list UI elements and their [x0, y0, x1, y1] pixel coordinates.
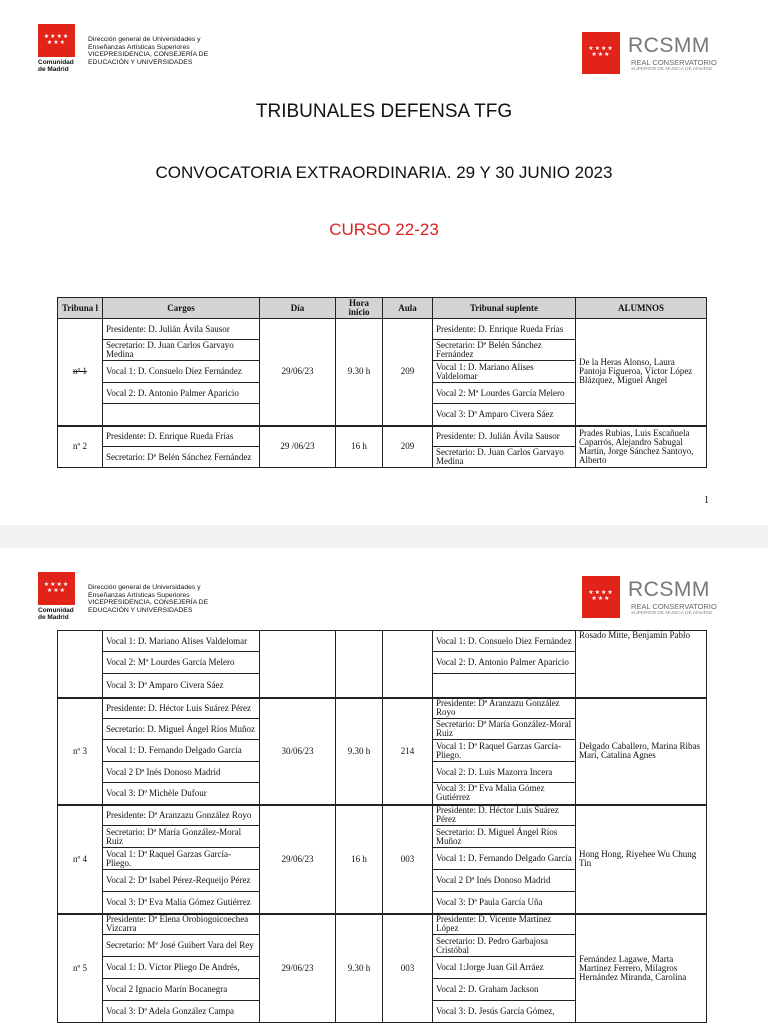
cargo-cell: Vocal 1: Dª Raquel Garzas García-Pliego. — [103, 848, 260, 870]
tribunal-number: nº 4 — [58, 805, 103, 914]
rcsmm-subtitle: REAL CONSERVATORIO — [631, 602, 717, 611]
header-cargos: Cargos — [103, 298, 260, 319]
cargo-cell: Vocal 1: D. Mariano Alises Valdelomar — [103, 631, 260, 652]
cargo-cell: Secretario: Mª José Guibert Vara del Rey — [103, 935, 260, 957]
tribunal-number: nº 1 — [58, 319, 103, 426]
cargo-cell: Vocal 2: Mª Lourdes García Melero — [103, 652, 260, 674]
comunidad-madrid-logo — [38, 572, 218, 628]
table-row — [58, 426, 707, 447]
cargo-cell: Presidente: D. Enrique Rueda Frías — [103, 426, 260, 447]
comunidad-madrid-name: Comunidad de Madrid — [38, 59, 74, 73]
hora-cell-empty — [336, 631, 383, 698]
table-header-row — [58, 298, 707, 319]
table-row — [58, 319, 707, 340]
rcsmm-subtitle-small: SUPERIOR DE MÚSICA DE MADRID — [631, 67, 713, 72]
cargo-cell: Vocal 2: D. Antonio Palmer Aparicio — [103, 383, 260, 404]
suplente-cell: Secretario: Dª María González-Moral Ruiz — [433, 719, 576, 740]
alumnos-cell: Delgado Caballero, Marina Ribas Marí, Catalina Agnes — [576, 698, 707, 805]
hora-cell: 9.30 h — [336, 698, 383, 805]
rcsmm-logo — [582, 32, 717, 74]
tribunal-number: nº 2 — [58, 426, 103, 468]
hora-cell: 9.30 h — [336, 914, 383, 1023]
header-alumnos: ALUMNOS — [576, 298, 707, 319]
cargo-cell: Presidente: D. Héctor Luis Suárez Pérez — [103, 698, 260, 719]
aula-cell: 209 — [383, 426, 433, 468]
suplente-cell: Vocal 3: Dª Eva Malia Gómez Gutiérrez — [433, 783, 576, 805]
suplente-cell: Vocal 2: D. Luis Mazorra Incera — [433, 762, 576, 783]
header-suplente: Tribunal suplente — [433, 298, 576, 319]
cargo-cell: Vocal 2 Dª Inés Donoso Madrid — [103, 762, 260, 783]
alumnos-cell: Fernández Lagawe, Marta Martínez Ferrero, Milagros Hernández Miranda, Carolina — [576, 914, 707, 1023]
table-row — [58, 698, 707, 719]
rcsmm-subtitle: REAL CONSERVATORIO — [631, 58, 717, 67]
tribunales-table-continued — [57, 630, 707, 1023]
suplente-cell: Presidente: D. Héctor Luis Suárez Pérez — [433, 805, 576, 826]
madrid-flag-icon: ★★★★ ★★★ — [38, 572, 75, 605]
suplente-cell: Presidente: D. Julián Ávila Sausor — [433, 426, 576, 447]
suplente-cell: Vocal 3: Dª Amparo Civera Sáez — [433, 404, 576, 426]
tribunal-number-empty — [58, 631, 103, 698]
rcsmm-name: RCSMM — [628, 34, 710, 57]
suplente-cell: Presidente: Dª Aranzazu González Royo — [433, 698, 576, 719]
header-dia: Día — [260, 298, 336, 319]
cargo-cell: Secretario: Dª María González-Moral Ruiz — [103, 826, 260, 848]
suplente-cell: Vocal 1: D. Fernando Delgado García — [433, 848, 576, 870]
page-gap — [0, 525, 768, 548]
cargo-cell: Vocal 1: D. Fernando Delgado García — [103, 740, 260, 762]
cargo-cell: Secretario: D. Juan Carlos Garvayo Medina — [103, 340, 260, 361]
alumnos-cell: Hong Hong, Riyehee Wu Chung Tin — [576, 805, 707, 914]
table-row — [58, 914, 707, 935]
cargo-cell: Secretario: D. Miguel Ángel Ríos Muñoz — [103, 719, 260, 740]
suplente-cell: Vocal 2: D. Graham Jackson — [433, 979, 576, 1001]
alumnos-cell: Rosado Mitte, Benjamín Pablo — [576, 631, 707, 698]
page-title: TRIBUNALES DEFENSA TFG — [255, 101, 513, 122]
cargo-cell: Vocal 3: Dª Michèle Dufour — [103, 783, 260, 805]
page-number: 1 — [704, 495, 709, 506]
table-row — [58, 631, 707, 652]
cargo-cell: Vocal 1: D. Víctor Pliego De Andrés, — [103, 957, 260, 979]
cargo-cell: Presidente: Dª Elena Orobiogoicoechea Vizcarra — [103, 914, 260, 935]
cargo-cell: Presidente: Dª Aranzazu González Royo — [103, 805, 260, 826]
alumnos-cell: Prades Rubias, Luis Escañuela Caparrós, Alejandro Sabugal Martín, Jorge Sánchez Santoyo, Alberto — [576, 426, 707, 468]
hora-cell: 16 h — [336, 426, 383, 468]
direccion-general-text: Dirección general de Universidades y Enseñanzas Artísticas Superiores VICEPRESIDENCIA, CONSEJERÍA DE EDUCACIÓN Y UNIVERSIDADES — [88, 36, 209, 66]
alumnos-cell: De la Heras Alonso, Laura Pantoja Figueroa, Víctor López Blázquez, Miguel Ángel — [576, 319, 707, 426]
suplente-cell: Secretario: D. Pedro Garbajosa Cristóbal — [433, 935, 576, 957]
madrid-flag-icon: ★★★★ ★★★ — [38, 24, 75, 57]
suplente-cell — [433, 674, 576, 698]
cargo-cell: Presidente: D. Julián Ávila Sausor — [103, 319, 260, 340]
comunidad-madrid-logo — [38, 24, 218, 80]
suplente-cell: Vocal 3: Dª Paula García Uña — [433, 892, 576, 914]
tribunal-number: nº 3 — [58, 698, 103, 805]
aula-cell: 214 — [383, 698, 433, 805]
dia-cell-empty — [260, 631, 336, 698]
suplente-cell: Secretario: D. Juan Carlos Garvayo Medina — [433, 447, 576, 468]
comunidad-madrid-name: Comunidad de Madrid — [38, 607, 74, 621]
madrid-flag-icon: ★★★★ ★★★ — [582, 576, 620, 618]
dia-cell: 29/06/23 — [260, 805, 336, 914]
suplente-cell: Vocal 2: Mª Lourdes García Melero — [433, 383, 576, 404]
dia-cell: 30/06/23 — [260, 698, 336, 805]
rcsmm-name: RCSMM — [628, 578, 710, 601]
suplente-cell: Vocal 1:Jorge Juan Gil Arráez — [433, 957, 576, 979]
rcsmm-subtitle-small: SUPERIOR DE MÚSICA DE MADRID — [631, 611, 713, 616]
header-tribunal: Tribuna l — [58, 298, 103, 319]
tribunales-table — [57, 297, 707, 468]
aula-cell: 003 — [383, 805, 433, 914]
suplente-cell: Presidente: D. Enrique Rueda Frías — [433, 319, 576, 340]
cargo-cell: Vocal 3: Dª Adela González Campa — [103, 1001, 260, 1023]
header-hora: Hora inicio — [336, 298, 383, 319]
madrid-flag-icon: ★★★★ ★★★ — [582, 32, 620, 74]
cargo-cell — [103, 404, 260, 426]
suplente-cell: Vocal 1: D. Consuelo Díez Fernández — [433, 631, 576, 652]
suplente-cell: Secretario: Dª Belén Sánchez Fernández — [433, 340, 576, 361]
aula-cell: 003 — [383, 914, 433, 1023]
suplente-cell: Secretario: D. Miguel Ángel Ríos Muñoz — [433, 826, 576, 848]
document-page-2 — [0, 548, 768, 1024]
hora-cell: 16 h — [336, 805, 383, 914]
suplente-cell: Vocal 3: D. Jesús García Gómez, — [433, 1001, 576, 1023]
suplente-cell: Presidente: D. Vicente Martínez López — [433, 914, 576, 935]
table-row — [58, 805, 707, 826]
cargo-cell: Secretario: Dª Belén Sánchez Fernández — [103, 447, 260, 468]
curso-title: CURSO 22-23 — [329, 220, 439, 239]
rcsmm-logo — [582, 576, 717, 618]
suplente-cell: Vocal 2 Dª Inés Donoso Madrid — [433, 870, 576, 892]
cargo-cell: Vocal 3: Dª Eva Malia Gómez Gutiérrez — [103, 892, 260, 914]
dia-cell: 29 /06/23 — [260, 426, 336, 468]
dia-cell: 29/06/23 — [260, 319, 336, 426]
cargo-cell: Vocal 3: Dª Amparo Civera Sáez — [103, 674, 260, 698]
direccion-general-text: Dirección general de Universidades y Enseñanzas Artísticas Superiores VICEPRESIDENCIA, CONSEJERÍA DE EDUCACIÓN Y UNIVERSIDADES — [88, 584, 209, 614]
cargo-cell: Vocal 2 Ignacio Marín Bocanegra — [103, 979, 260, 1001]
suplente-cell: Vocal 1: D. Mariano Alises Valdelomar — [433, 361, 576, 383]
convocatoria-title: CONVOCATORIA EXTRAORDINARIA. 29 Y 30 JUNIO 2023 — [155, 163, 613, 182]
tribunal-number: nº 5 — [58, 914, 103, 1023]
hora-cell: 9.30 h — [336, 319, 383, 426]
header-aula: Aula — [383, 298, 433, 319]
aula-cell-empty — [383, 631, 433, 698]
dia-cell: 29/06/23 — [260, 914, 336, 1023]
cargo-cell: Vocal 1: D. Consuelo Díez Fernández — [103, 361, 260, 383]
suplente-cell: Vocal 1: Dª Raquel Garzas García-Pliego. — [433, 740, 576, 762]
cargo-cell: Vocal 2: Dª Isabel Pérez-Requeijo Pérez — [103, 870, 260, 892]
aula-cell: 209 — [383, 319, 433, 426]
suplente-cell: Vocal 2: D. Antonio Palmer Aparicio — [433, 652, 576, 674]
